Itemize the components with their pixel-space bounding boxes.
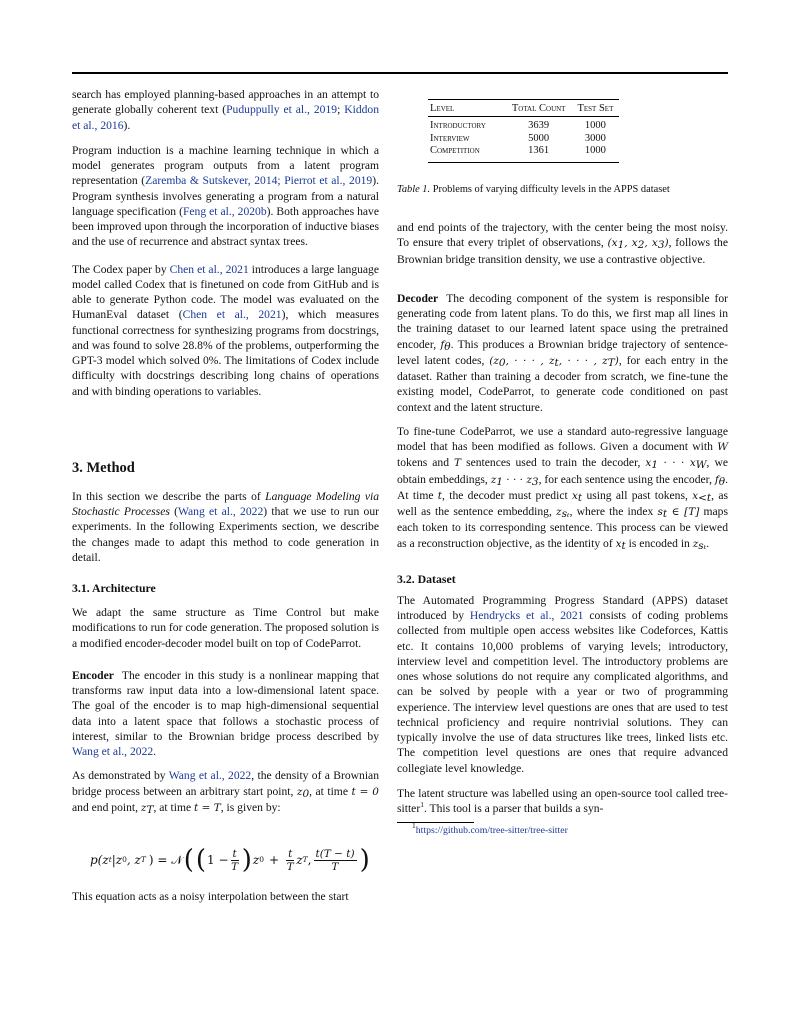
eq-den: T <box>231 860 239 873</box>
section-heading-method: 3. Method <box>72 459 135 476</box>
math-subscript: T <box>146 803 154 816</box>
eq-fraction <box>231 848 239 873</box>
text-run: We adapt the same structure as Time Control but make modifications to run for code generation. The proposed solution is a modified encoder-decoder model built on top of CodeParrot. <box>72 606 379 650</box>
text-run: and end points of the trajectory, with the center being the most noisy. To ensure that every triplet of observations, <box>397 221 728 250</box>
paragraph-architecture <box>72 605 379 651</box>
math-inline: (z <box>489 354 499 367</box>
table-row <box>428 133 619 146</box>
eq-fraction <box>286 848 294 873</box>
math-inline: · · · z <box>502 473 532 486</box>
math-subscript: t <box>554 356 559 369</box>
text-run: , is given by: <box>220 800 281 814</box>
math-subscript: t <box>577 491 583 504</box>
math-subscript: 1 <box>496 475 503 488</box>
text-run: To fine-tune CodeParrot, we use a standard auto-regressive language model that has been modified as follows. Given a document with <box>397 424 728 453</box>
math-subscript: 0 <box>498 356 506 369</box>
text-run: . <box>153 745 157 758</box>
math-inline: f <box>714 473 719 486</box>
caption-label: Table 1. <box>397 184 431 195</box>
paragraph-related-work <box>72 87 379 133</box>
table-caption <box>397 184 670 195</box>
left-column <box>72 87 379 904</box>
text-run: , the decoder must predict <box>442 488 572 502</box>
eq-paren: ( <box>183 845 194 875</box>
footnote <box>412 821 728 837</box>
text-run: , follows the Brownian bridge transition density, we use a contrastive objective. <box>397 236 728 266</box>
math-subscript: W <box>695 459 707 472</box>
math-inline: T <box>454 457 462 470</box>
table-header: Test Set <box>571 100 619 117</box>
table-cell: 3639 <box>528 120 550 131</box>
eq-comma: , <box>307 853 312 867</box>
citation-link[interactable]: Zaremba & Sutskever, 2014; Pierrot et al., 2019 <box>145 174 373 188</box>
table-cell: Competition <box>428 145 492 162</box>
table-cell: 1000 <box>584 120 606 131</box>
text-run: search has employed planning-based approaches in an attempt to generate globally coherent text ( <box>72 88 379 117</box>
citation-link[interactable]: Chen et al., 2021 <box>182 308 282 322</box>
text-run: , as well as the sentence embedding, <box>397 488 728 518</box>
decoder-label: Decoder <box>397 291 439 305</box>
apps-table <box>428 99 619 163</box>
text-run: ; <box>337 103 345 117</box>
text-run: , where the index <box>569 505 658 518</box>
text-run: . This produces a Brownian bridge trajectory of sentence-level latent codes, <box>397 337 728 367</box>
footnote-mark: 1 <box>420 800 424 809</box>
text-run: ). Program synthesis involves generating a program from a natural language specification ( <box>72 174 379 218</box>
math-inline: z <box>692 537 699 550</box>
caption-text: Problems of varying difficulty levels in the APPS dataset <box>430 184 670 195</box>
footnote-rule <box>397 822 474 823</box>
text-run: introduces a large language model called Codex that is finetuned on code from GitHub and is able to generate Python code. The model was evaluated on the HumanEval dataset ( <box>72 262 379 322</box>
text-run: , at time <box>153 800 195 814</box>
table-header: Level <box>428 100 492 117</box>
math-inline: ∈ [T] <box>667 506 700 518</box>
text-run: ( <box>169 505 178 518</box>
text-run: In this section we describe the parts of <box>72 489 266 503</box>
eq-num: t <box>232 847 237 860</box>
math-subscript: sₜ <box>561 508 570 520</box>
math-inline: · · · x <box>658 457 696 470</box>
math-subscript: 3 <box>531 475 539 488</box>
math-subscript: t <box>621 539 626 552</box>
paragraph-method-intro <box>72 489 379 565</box>
math-subscript: 1 <box>617 239 625 252</box>
table-cell: 1361 <box>492 145 572 162</box>
math-inline: f <box>440 338 445 351</box>
eq-paren: ( <box>195 845 207 875</box>
encoder-text <box>72 669 379 758</box>
encoder-label: Encoder <box>72 668 114 682</box>
text-run: sentences used to train the decoder, <box>461 456 646 470</box>
math-subscript: θ <box>444 340 451 353</box>
eq-den: T <box>331 860 339 873</box>
table-cell: 5000 <box>528 132 550 144</box>
paragraph-contrastive <box>397 220 728 267</box>
math-inline: z <box>556 506 562 518</box>
eq-den: T <box>286 860 294 873</box>
citation-link[interactable]: Kiddon et al., 2016 <box>72 103 379 132</box>
text-run: consists of coding problems collected from multiple open access websites like Codeforces, Kattis etc. It contains 10,000 problems of varying levels; introductory, interview level and competition level. The introductory problems are ones whose solutions do not require any complicated algorithms, and can be solved by people with a year or two of programming experience. The interview level questions are ones that are used to test technical proficiency and require nontrivial solutions. They can typically involve the use of data structures like trees, linked lists etc. The competition level questions are ones that require advanced collegiate level knowledge. <box>397 609 728 775</box>
paragraph-encoder <box>72 668 379 760</box>
eq-paren: ) <box>359 845 370 875</box>
right-column <box>397 220 728 837</box>
text-run: The decoding component of the system is responsible for generating code from latent plans. To do this, we first map all lines in the training dataset to our learned latent space using the pretrained encoder, <box>397 291 728 351</box>
table-row <box>428 117 619 133</box>
table-cell: Introductory <box>430 120 486 131</box>
decoder-text <box>397 292 728 414</box>
eq-num: t <box>288 847 293 860</box>
math-inline: ) <box>664 237 669 250</box>
citation-link[interactable]: Wang et al., 2022 <box>177 505 264 518</box>
math-subscript: 2 <box>637 239 645 252</box>
math-subscript: 3 <box>657 239 665 252</box>
math-inline: x <box>645 457 652 470</box>
table-cell: 3000 <box>584 132 606 144</box>
text-run: , for each entry in the dataset. Rather than training a decoder from scratch, we fine-tune the existing model, CodeParrot, to generate code conditioned on past context and the latent structure. <box>397 353 728 414</box>
header-rule <box>72 72 728 74</box>
text-run: ). Both approaches have been improved upon through the incorporation of inductive biases and the use of recurrence and abstract syntax trees. <box>72 204 379 249</box>
citation-link[interactable]: Feng et al., 2020b <box>182 204 267 218</box>
math-inline: s <box>657 506 663 518</box>
math-inline: W <box>717 441 728 453</box>
eq-lhs: |z <box>111 853 123 867</box>
math-subscript: sₜ <box>698 539 707 552</box>
footnote-mark: 1 <box>412 821 416 831</box>
text-run: The Automated Programming Progress Standard (APPS) dataset introduced by <box>397 593 728 622</box>
math-inline: , x <box>624 237 638 250</box>
table-row <box>428 145 619 162</box>
text-run: ) that we use to run our experiments. In the following Experiments section, we describe the changes made to adapt this method to code generation in detail. <box>72 505 379 564</box>
eq-plus: + <box>269 853 280 867</box>
text-run: The latent structure was labelled using an open-source tool called tree-sitter <box>397 786 728 815</box>
eq-paren: ) <box>241 845 252 875</box>
math-inline: z <box>490 473 497 486</box>
paragraph-decoder <box>397 291 728 415</box>
subsection-heading-architecture: 3.1. Architecture <box>72 581 156 595</box>
italic-title: Language Modeling via Stochastic Processes <box>72 489 379 518</box>
table-header-row <box>428 100 619 117</box>
math-inline: x <box>615 537 622 550</box>
paragraph-program-induction <box>72 143 379 250</box>
text-run: maps each token to its corresponding sentence. This process can be viewed as a reconstruction objective, as the identity of <box>397 505 728 550</box>
citation-link[interactable]: Chen et al., 2021 <box>169 262 249 276</box>
citation-link[interactable]: Puduppully et al., 2019 <box>226 103 338 117</box>
eq-lhs: , z <box>126 853 141 867</box>
math-subscript: t <box>662 508 668 520</box>
citation-link[interactable]: Wang et al., 2022 <box>168 769 252 783</box>
paragraph-dataset <box>397 593 728 776</box>
text-run: As demonstrated by <box>72 769 169 783</box>
math-inline: t <box>437 489 443 502</box>
math-inline: (x <box>607 237 618 250</box>
eq-fraction <box>314 848 357 873</box>
text-run: , we obtain embeddings, <box>397 456 728 486</box>
math-inline: , · · · , z <box>558 354 608 367</box>
citation-link[interactable]: Wang et al., 2022 <box>72 745 154 758</box>
footnote-link[interactable]: https://github.com/tree-sitter/tree-sitter <box>415 825 568 837</box>
text-run: . <box>706 536 710 550</box>
math-inline: t = T <box>194 801 221 814</box>
math-subscript: 0 <box>302 787 310 800</box>
math-inline: t = 0 <box>351 785 379 798</box>
text-run: , the density of a Brownian bridge process between an arbitrary start point, <box>72 769 379 798</box>
math-subscript: θ <box>718 475 726 488</box>
text-run: , for each sentence using the encoder, <box>538 472 715 486</box>
math-inline: , x <box>644 237 658 250</box>
table-header: Total Count <box>492 100 572 117</box>
text-run: and end point, <box>72 800 141 814</box>
paragraph-brownian-density <box>72 768 379 816</box>
eq-one-minus: 1 − <box>207 853 229 867</box>
math-inline: , · · · , z <box>505 354 555 367</box>
table-cell: 1000 <box>571 145 619 162</box>
math-inline: x <box>692 489 699 502</box>
text-run: The encoder in this study is a nonlinear mapping that transforms raw input data into a low-dimensional latent space. The goal of the encoder is to map high-dimensional sequential data into a latent space that follows a stochastic process of interest, similar to the Brownian bridge process described by <box>72 668 379 743</box>
text-run: , at time <box>309 784 352 798</box>
paragraph-noisy-interpolation <box>72 889 379 904</box>
eq-z0: z <box>252 853 260 867</box>
eq-zT: z <box>296 853 303 867</box>
math-inline: z <box>296 785 303 798</box>
equation-brownian-bridge: p(z t |z 0 , z T ) = 𝒩 ( ( 1 − $\frac{t}{T}$ ) z 0 + $\frac{t}{T}$ z T , $\frac{t(T - t)}{T}$ ) <box>90 845 370 875</box>
text-run: is encoded in <box>625 536 693 550</box>
text-run: . At time <box>397 472 728 502</box>
citation-link[interactable]: Hendrycks et al., 2021 <box>469 609 584 622</box>
math-subscript: <t <box>698 491 712 504</box>
text-run: using all past tokens, <box>582 488 693 502</box>
text-run: ), which measures functional correctness for synthesizing programs from docstrings, and was found to solve 28.8% of the problems, outperforming the GPT-3 model which solved 0%. The limitations of Codex include difficulty with docstrings describing long chains of operations and with binding operations to variables. <box>72 308 379 398</box>
table-cell: Interview <box>430 132 470 144</box>
text-run: tokens and <box>397 456 455 470</box>
paragraph-finetune <box>397 424 728 552</box>
math-subscript: T <box>607 356 615 369</box>
eq-num: t(T − t) <box>315 847 355 860</box>
math-inline: ) <box>614 354 619 367</box>
paragraph-codex <box>72 262 379 399</box>
math-inline: z <box>140 801 147 814</box>
text-run: Program induction is a machine learning technique in which a model generates program outputs from a latent program representation ( <box>72 143 379 188</box>
text-run: This equation acts as a noisy interpolation between the start <box>72 890 349 903</box>
math-subscript: 1 <box>651 459 658 472</box>
paragraph-tree-sitter <box>397 786 728 817</box>
eq-normal: ) = 𝒩 <box>148 852 183 867</box>
text-run: The Codex paper by <box>72 262 170 276</box>
math-inline: x <box>572 489 578 502</box>
subsection-heading-dataset: 3.2. Dataset <box>397 571 456 586</box>
text-run: ). <box>123 118 131 132</box>
eq-lhs: p(z <box>90 853 109 867</box>
text-run: . This tool is a parser that builds a syn- <box>423 802 604 815</box>
